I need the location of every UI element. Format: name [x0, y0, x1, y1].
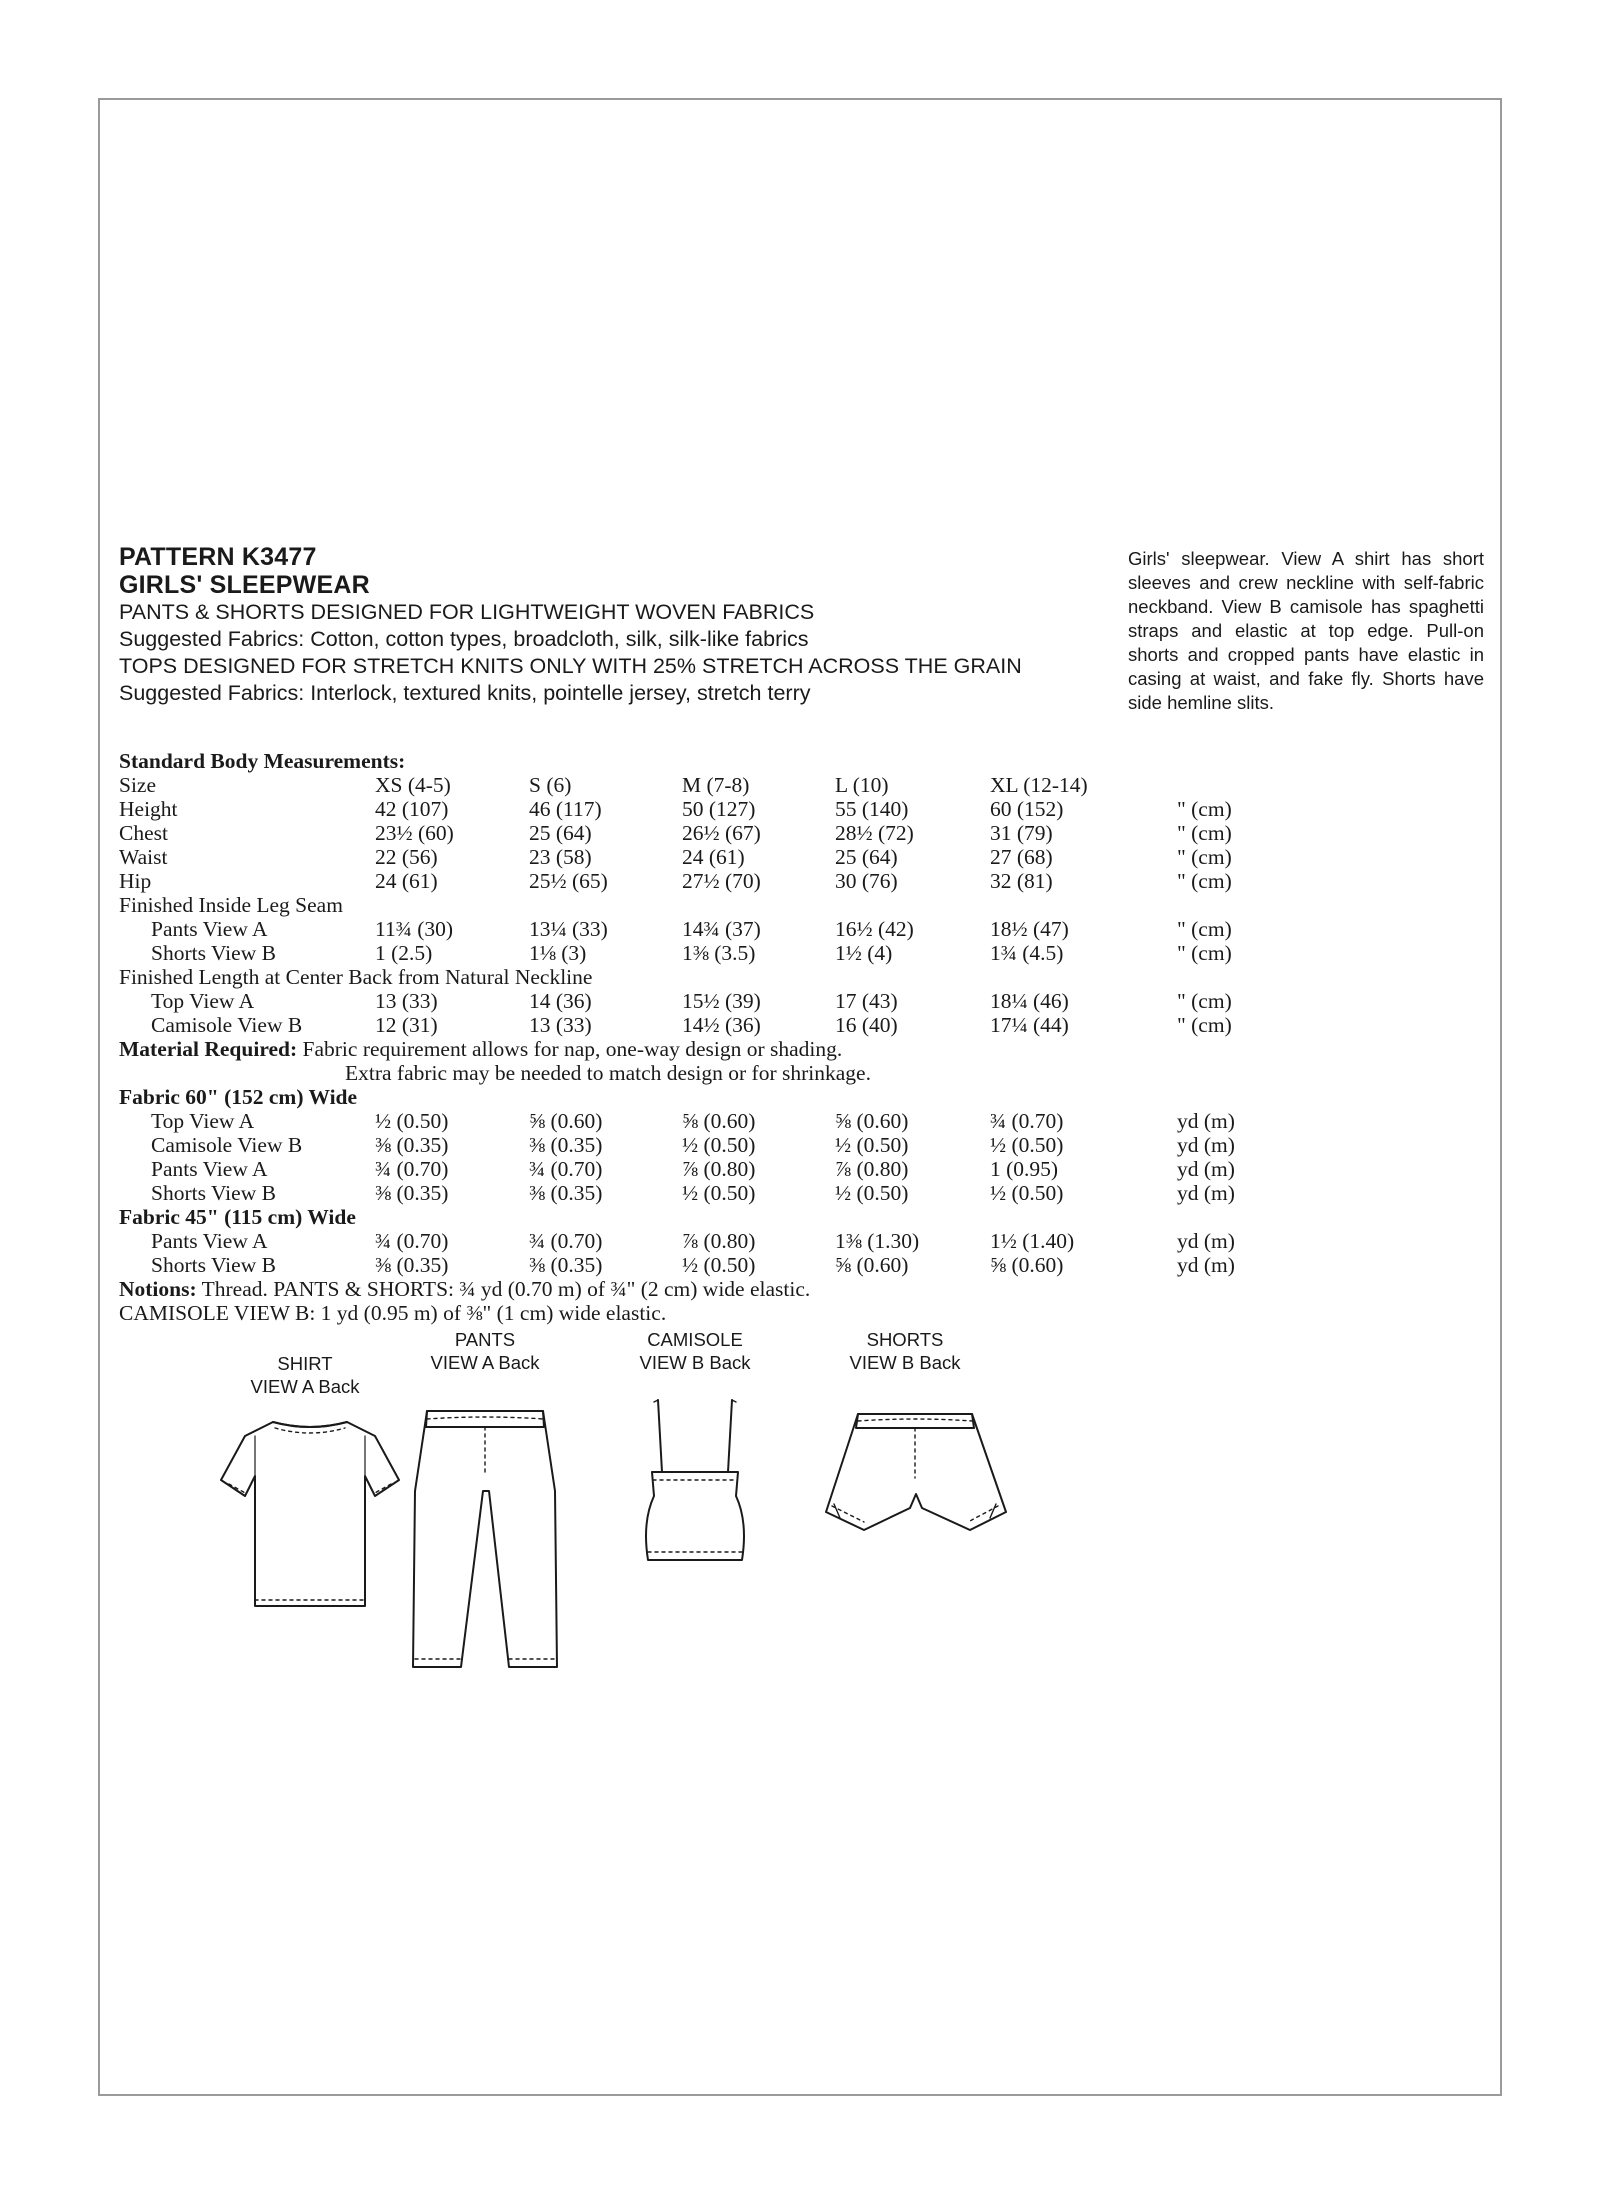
value-xs: ⅜ (0.35): [375, 1181, 449, 1205]
value-xs: ½ (0.50): [375, 1109, 449, 1133]
value-l: ⅝ (0.60): [835, 1253, 909, 1277]
camisole-caption-line-1: CAMISOLE: [647, 1329, 743, 1350]
value-m: ½ (0.50): [682, 1253, 756, 1277]
value-s: 13 (33): [529, 1013, 592, 1037]
value-l: ⅝ (0.60): [835, 1109, 909, 1133]
header-line-3: TOPS DESIGNED FOR STRETCH KNITS ONLY WITH 25% STRETCH ACROSS THE GRAIN: [119, 654, 1022, 678]
fabric-60-row: [119, 1109, 1419, 1133]
row-label: Top View A: [151, 1109, 255, 1133]
value-s: ⅜ (0.35): [529, 1253, 603, 1277]
body-measurement-row: [119, 845, 1419, 869]
fabric-45-row: [119, 1229, 1419, 1253]
row-label: Top View A: [151, 989, 255, 1013]
value-xs: ¾ (0.70): [375, 1229, 449, 1253]
size-l: L (10): [835, 773, 889, 797]
value-s: 13¼ (33): [529, 917, 608, 941]
value-s: 25½ (65): [529, 869, 608, 893]
value-l: 28½ (72): [835, 821, 914, 845]
value-m: 50 (127): [682, 797, 756, 821]
fabric-60-row: [119, 1181, 1419, 1205]
unit-label: yd (m): [1177, 1157, 1235, 1181]
unit-label: " (cm): [1177, 989, 1232, 1013]
size-label: Size: [119, 773, 157, 797]
unit-label: yd (m): [1177, 1253, 1235, 1277]
fabric-45-heading: Fabric 45" (115 cm) Wide: [119, 1205, 356, 1229]
notions-label: Notions:: [119, 1277, 197, 1301]
pants-caption: [415, 1328, 555, 1374]
value-xl: 18¼ (46): [990, 989, 1069, 1013]
unit-label: " (cm): [1177, 797, 1232, 821]
row-label: Shorts View B: [151, 941, 276, 965]
value-xs: 12 (31): [375, 1013, 438, 1037]
camisole-caption: [625, 1328, 765, 1374]
value-m: ⅞ (0.80): [682, 1229, 756, 1253]
value-l: 17 (43): [835, 989, 898, 1013]
camisole-caption-line-2: VIEW B Back: [639, 1352, 751, 1373]
value-l: 1⅜ (1.30): [835, 1229, 920, 1253]
value-m: ⅞ (0.80): [682, 1157, 756, 1181]
value-xl: 27 (68): [990, 845, 1053, 869]
measurements-heading: Standard Body Measurements:: [119, 749, 406, 773]
row-label: Camisole View B: [151, 1133, 303, 1157]
value-l: 25 (64): [835, 845, 898, 869]
shirt-caption-line-2: VIEW A Back: [250, 1376, 360, 1397]
value-xl: ¾ (0.70): [990, 1109, 1064, 1133]
value-m: 27½ (70): [682, 869, 761, 893]
value-xs: 42 (107): [375, 797, 449, 821]
row-label: Height: [119, 797, 178, 821]
unit-label: " (cm): [1177, 1013, 1232, 1037]
row-label: Pants View A: [151, 1157, 268, 1181]
size-m: M (7-8): [682, 773, 750, 797]
length-rows: [119, 989, 1419, 1037]
row-label: Waist: [119, 845, 168, 869]
pattern-number: PATTERN K3477: [119, 543, 317, 571]
value-xs: ⅜ (0.35): [375, 1253, 449, 1277]
leg-seam-rows: [119, 917, 1419, 965]
camisole-back-sketch: [640, 1392, 750, 1582]
value-xl: 1¾ (4.5): [990, 941, 1064, 965]
header-line-4: Suggested Fabrics: Interlock, textured knits, pointelle jersey, stretch terry: [119, 681, 811, 705]
fabric-60-row: [119, 1157, 1419, 1181]
value-l: 16½ (42): [835, 917, 914, 941]
shirt-caption-line-1: SHIRT: [277, 1353, 333, 1374]
value-m: 1⅜ (3.5): [682, 941, 756, 965]
row-label: Hip: [119, 869, 152, 893]
value-s: 46 (117): [529, 797, 602, 821]
value-m: 24 (61): [682, 845, 745, 869]
value-xs: ⅜ (0.35): [375, 1133, 449, 1157]
shirt-back-sketch: [215, 1410, 405, 1610]
value-xs: 1 (2.5): [375, 941, 433, 965]
value-xl: 1 (0.95): [990, 1157, 1059, 1181]
row-label: Chest: [119, 821, 168, 845]
header-line-2: Suggested Fabrics: Cotton, cotton types, broadcloth, silk, silk-like fabrics: [119, 627, 809, 651]
size-xs: XS (4-5): [375, 773, 451, 797]
material-text-2: Extra fabric may be needed to match design or for shrinkage.: [345, 1061, 871, 1085]
value-s: ¾ (0.70): [529, 1229, 603, 1253]
shirt-caption: [235, 1352, 375, 1398]
value-xl: ½ (0.50): [990, 1133, 1064, 1157]
value-xl: 1½ (1.40): [990, 1229, 1075, 1253]
value-s: 23 (58): [529, 845, 592, 869]
value-xl: 18½ (47): [990, 917, 1069, 941]
value-l: 16 (40): [835, 1013, 898, 1037]
value-xs: 23½ (60): [375, 821, 454, 845]
header-line-1: PANTS & SHORTS DESIGNED FOR LIGHTWEIGHT WOVEN FABRICS: [119, 600, 815, 624]
row-label: Camisole View B: [151, 1013, 303, 1037]
material-text-1: Fabric requirement allows for nap, one-way design or shading.: [297, 1037, 843, 1061]
unit-label: " (cm): [1177, 845, 1232, 869]
unit-label: " (cm): [1177, 941, 1232, 965]
shorts-caption-line-2: VIEW B Back: [849, 1352, 961, 1373]
notions-text-1: Thread. PANTS & SHORTS: ¾ yd (0.70 m) of ¾" (2 cm) wide elastic.: [196, 1277, 811, 1301]
measurement-table: [119, 749, 1419, 1325]
leg-seam-row: [119, 917, 1419, 941]
value-s: 25 (64): [529, 821, 592, 845]
body-measurement-row: [119, 797, 1419, 821]
row-label: Pants View A: [151, 917, 268, 941]
size-xl: XL (12-14): [990, 773, 1088, 797]
value-l: 1½ (4): [835, 941, 893, 965]
notions-text-2: CAMISOLE VIEW B: 1 yd (0.95 m) of ⅜" (1 cm) wide elastic.: [119, 1301, 667, 1325]
value-l: ⅞ (0.80): [835, 1157, 909, 1181]
length-heading: Finished Length at Center Back from Natural Neckline: [119, 965, 593, 989]
fabric-45-row: [119, 1253, 1419, 1277]
body-measurement-row: [119, 821, 1419, 845]
value-m: ½ (0.50): [682, 1133, 756, 1157]
value-xs: 22 (56): [375, 845, 438, 869]
fabric-60-heading: Fabric 60" (152 cm) Wide: [119, 1085, 358, 1109]
fabric-60-rows: [119, 1109, 1419, 1205]
body-measurement-row: [119, 869, 1419, 893]
value-xs: 13 (33): [375, 989, 438, 1013]
value-xl: ⅝ (0.60): [990, 1253, 1064, 1277]
value-m: ⅝ (0.60): [682, 1109, 756, 1133]
value-xl: 17¼ (44): [990, 1013, 1069, 1037]
garment-description: Girls' sleepwear. View A shirt has short sleeves and crew neckline with self-fabric neckband. View B camisole has spaghetti straps and elastic at top edge. Pull-on shorts and cropped pants have elastic in casing at waist, and fake fly. Shorts have side hemline slits.: [1128, 548, 1484, 713]
unit-label: " (cm): [1177, 869, 1232, 893]
value-l: 30 (76): [835, 869, 898, 893]
value-xs: 11¾ (30): [375, 917, 454, 941]
row-label: Shorts View B: [151, 1253, 276, 1277]
value-m: ½ (0.50): [682, 1181, 756, 1205]
value-s: ¾ (0.70): [529, 1157, 603, 1181]
length-row: [119, 1013, 1419, 1037]
notions: [119, 1277, 1419, 1301]
body-measurement-rows: [119, 797, 1419, 893]
material-required: [119, 1037, 1419, 1061]
pants-back-sketch: [405, 1405, 565, 1675]
value-xs: ¾ (0.70): [375, 1157, 449, 1181]
value-m: 26½ (67): [682, 821, 761, 845]
value-xl: ½ (0.50): [990, 1181, 1064, 1205]
pants-caption-line-2: VIEW A Back: [430, 1352, 540, 1373]
value-xl: 31 (79): [990, 821, 1053, 845]
material-label: Material Required:: [119, 1037, 298, 1061]
garment-sketches: [0, 1330, 1600, 1690]
length-row: [119, 989, 1419, 1013]
value-xl: 60 (152): [990, 797, 1064, 821]
value-s: ⅜ (0.35): [529, 1181, 603, 1205]
unit-label: yd (m): [1177, 1133, 1235, 1157]
value-xs: 24 (61): [375, 869, 438, 893]
leg-seam-heading: Finished Inside Leg Seam: [119, 893, 343, 917]
value-s: 1⅛ (3): [529, 941, 587, 965]
value-s: ⅝ (0.60): [529, 1109, 603, 1133]
value-xl: 32 (81): [990, 869, 1053, 893]
value-l: ½ (0.50): [835, 1133, 909, 1157]
shorts-back-sketch: [820, 1408, 1010, 1538]
shorts-caption: [830, 1328, 980, 1374]
value-s: 14 (36): [529, 989, 592, 1013]
unit-label: " (cm): [1177, 821, 1232, 845]
pants-caption-line-1: PANTS: [454, 1329, 516, 1350]
shorts-caption-line-1: SHORTS: [866, 1329, 944, 1350]
unit-label: yd (m): [1177, 1229, 1235, 1253]
value-s: ⅜ (0.35): [529, 1133, 603, 1157]
unit-label: " (cm): [1177, 917, 1232, 941]
value-m: 15½ (39): [682, 989, 761, 1013]
value-m: 14½ (36): [682, 1013, 761, 1037]
size-s: S (6): [529, 773, 572, 797]
row-label: Shorts View B: [151, 1181, 276, 1205]
value-l: 55 (140): [835, 797, 909, 821]
row-label: Pants View A: [151, 1229, 268, 1253]
pattern-header: [119, 543, 1099, 707]
size-row: [119, 773, 1419, 797]
value-l: ½ (0.50): [835, 1181, 909, 1205]
leg-seam-row: [119, 941, 1419, 965]
unit-label: yd (m): [1177, 1109, 1235, 1133]
fabric-60-row: [119, 1133, 1419, 1157]
pattern-title: GIRLS' SLEEPWEAR: [119, 571, 370, 599]
fabric-45-rows: [119, 1229, 1419, 1277]
unit-label: yd (m): [1177, 1181, 1235, 1205]
value-m: 14¾ (37): [682, 917, 761, 941]
